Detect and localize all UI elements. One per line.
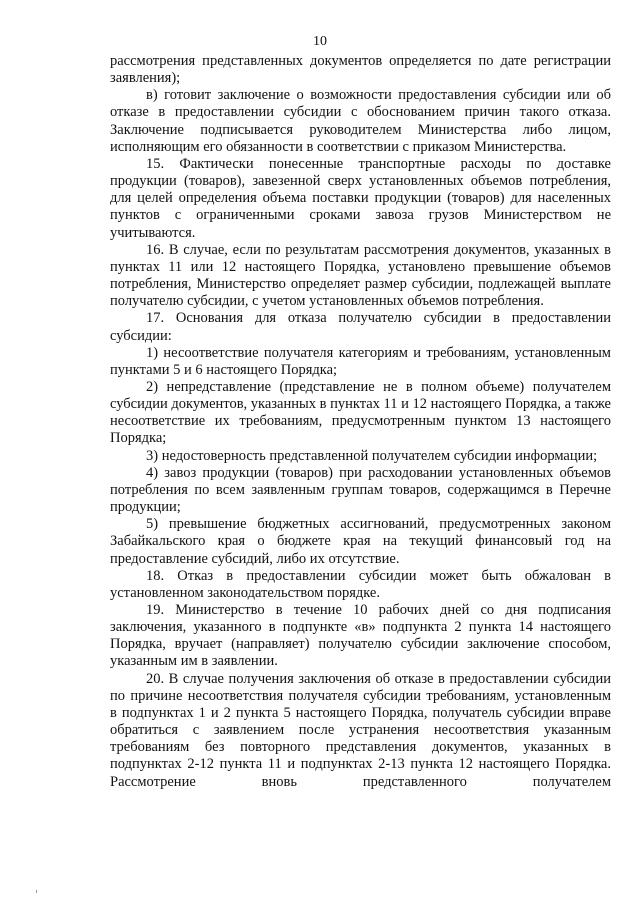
paragraph-17-item-2: 2) непредставление (представление не в полном объеме) получателем субсидии документов, указанных в пунктах 11 и 12 настоящего Порядка, а также несоответствие их требованиям, предусмотренным пунктом 13 настоящего Порядка; xyxy=(110,378,611,447)
page-number: 10 xyxy=(313,34,327,49)
paragraph-15: 15. Фактически понесенные транспортные расходы по доставке продукции (товаров), завезенной сверх установленных объемов потребления, для целей определения объема поставки продукции (товаров) для населенных пунктов с ограниченными сроками завоза грузов Министерством не учитываются. xyxy=(110,155,611,241)
paragraph-20: 20. В случае получения заключения об отказе в предоставлении субсидии по причине несоответствия получателя субсидии требованиям, установленным в подпунктах 1 и 2 пункта 5 настоящего Порядка, получатель субсидии вправе обратиться с заявлением после устранения несоответствия указанным требованиям без повторного представления документов, указанных в подпунктах 2-12 пункта 11 и подпунктах 2-13 пункта 12 настоящего Порядка. Рассмотрение вновь представленного получателем xyxy=(110,670,611,790)
paragraph-17-item-5: 5) превышение бюджетных ассигнований, предусмотренных законом Забайкальского края о бюджете края на текущий финансовый год на предоставление субсидий, либо их отсутствие. xyxy=(110,516,611,567)
paragraph-17-item-1: 1) несоответствие получателя категориям и требованиям, установленным пунктами 5 и 6 настоящего Порядка; xyxy=(110,344,611,378)
paragraph-17-item-3: 3) недостоверность представленной получателем субсидии информации; xyxy=(146,447,598,464)
paragraph-19: 19. Министерство в течение 10 рабочих дней со дня подписания заключения, указанного в подпункте «в» подпункта 2 пункта 14 настоящего Порядка, вручает (направляет) получателю субсидии заключение способом, указанным им в заявлении. xyxy=(110,602,611,670)
paragraph-16: 16. В случае, если по результатам рассмотрения документов, указанных в пунктах 11 или 12 настоящего Порядка, установлено превышение объемов потребления, Министерство определяет размер субсидии, подлежащей выплате получателю субсидии, с учетом установленных объемов потребления. xyxy=(110,241,611,310)
paragraph-17: 17. Основания для отказа получателю субсидии в предоставлении субсидии: xyxy=(110,310,611,344)
paragraph-continuation: рассмотрения представленных документов определяется по дате регистрации заявления); xyxy=(110,53,611,87)
scan-edge-mark xyxy=(36,890,37,893)
paragraph-18: 18. Отказ в предоставлении субсидии может быть обжалован в установленном законодательством порядке. xyxy=(110,567,611,601)
document-body xyxy=(110,53,611,791)
paragraph-14-v: в) готовит заключение о возможности предоставления субсидии или об отказе в предоставлении субсидии с обоснованием причин такого отказа. Заключение подписывается руководителем Министерства либо лицом, исполняющим его обязанности в соответствии с приказом Министерства. xyxy=(110,87,611,155)
paragraph-17-item-4: 4) завоз продукции (товаров) при расходовании установленных объемов потребления по всем заявленным группам товаров, содержащимся в Перечне продукции; xyxy=(110,464,611,516)
